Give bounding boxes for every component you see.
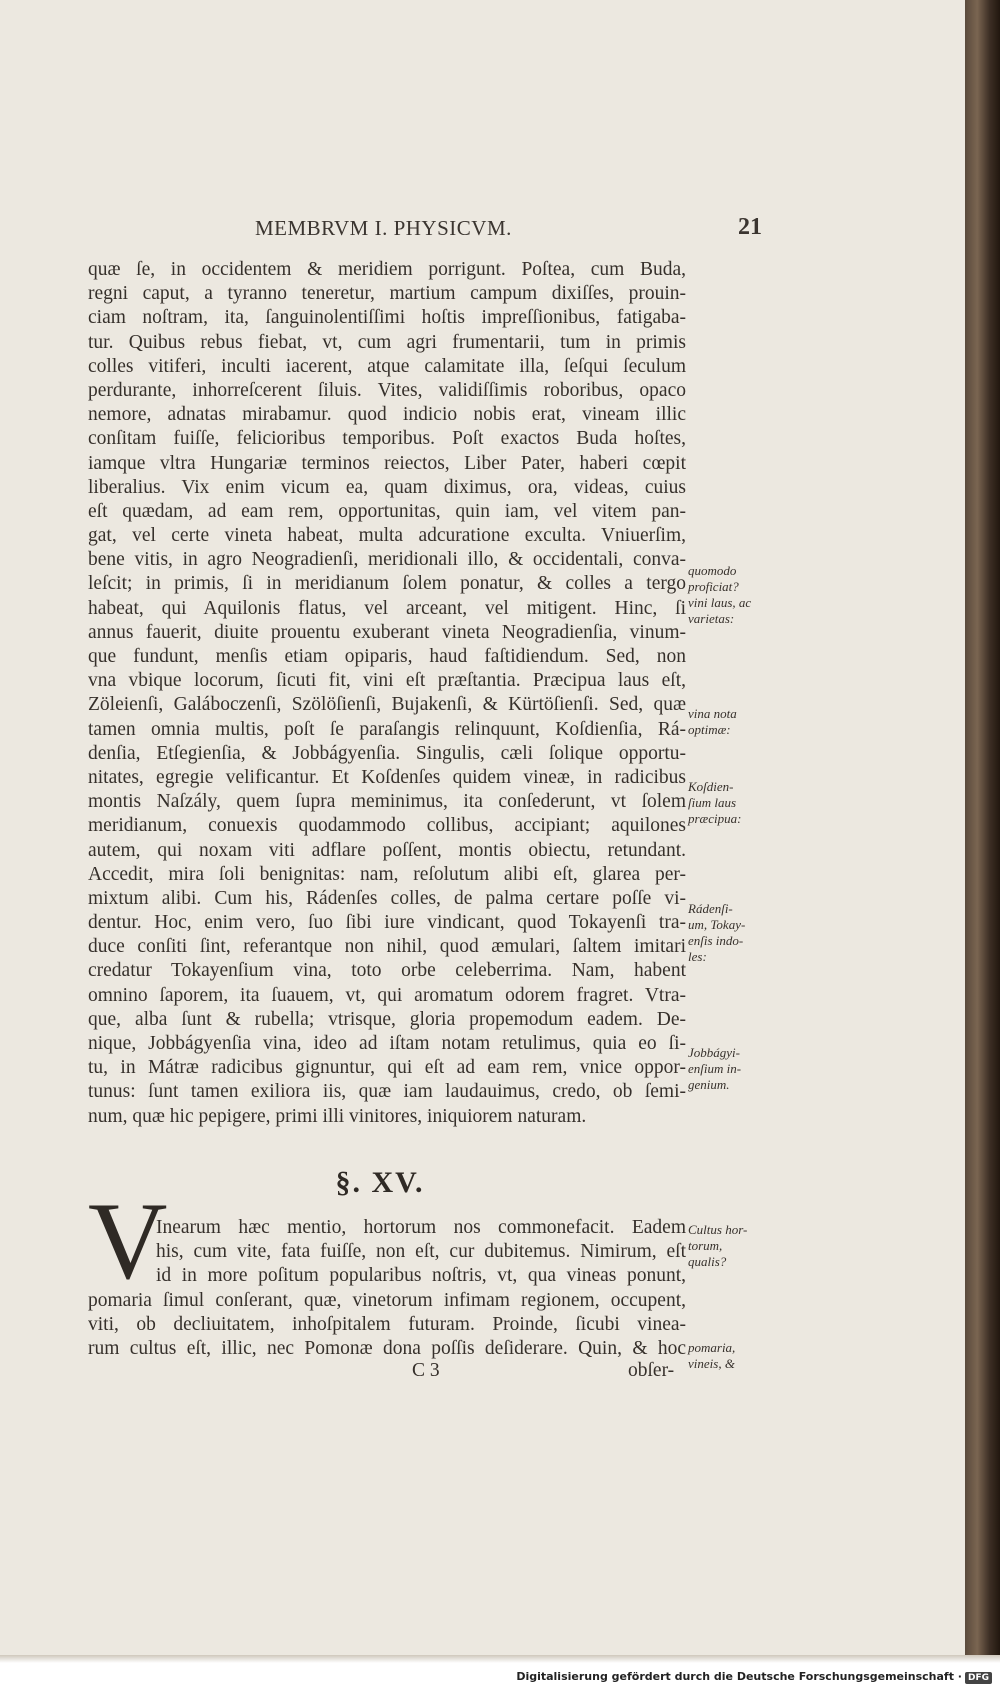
marginal-line: vini laus, ac xyxy=(688,595,752,610)
text-line: autem, qui noxam viti adflare poſſent, montis obiectu, retundant. xyxy=(88,839,686,861)
text-line: bene vitis, in agro Neogradienſi, meridionali illo, & occidentali, conva- xyxy=(88,549,686,571)
marginal-line: Jobbágyi- xyxy=(688,1045,740,1060)
section-text-block xyxy=(88,1216,686,1361)
marginal-line: um, Tokay- xyxy=(688,917,746,932)
marginal-line: ſium laus xyxy=(688,795,737,810)
text-line: credatur Tokayenſium vina, toto orbe celeberrima. Nam, habent xyxy=(88,960,686,982)
page-number: 21 xyxy=(738,214,762,240)
marginal-note xyxy=(688,901,768,965)
text-line: gat, vel certe vineta habeat, multa adcuratione exculta. Vniuerſim, xyxy=(88,525,686,547)
text-line: denſia, Etſegienſia, & Jobbágyenſia. Singulis, cæli ſolique opportu- xyxy=(88,742,686,764)
marginal-line: proficiat? xyxy=(688,579,739,594)
marginal-line: vineis, & xyxy=(688,1356,735,1371)
text-line: vna vbique locorum, ſicuti fit, vini eſt præſtantia. Præcipua laus eſt, xyxy=(88,670,686,692)
marginal-line: torum, xyxy=(688,1238,723,1253)
text-line: tur. Quibus rebus fiebat, vt, cum agri frumentarii, tum in primis xyxy=(88,331,686,353)
text-line: Zöleienſi, Galáboczenſi, Szölöſienſi, Bujakenſi, & Kürtöſienſi. Sed, quæ xyxy=(88,694,686,716)
text-line: regni caput, a tyranno teneretur, martium campum dixiſſes, prouin- xyxy=(88,283,686,305)
digitization-credit xyxy=(516,1670,992,1684)
credit-text: Digitalisierung gefördert durch die Deutsche Forschungsgemeinschaft · xyxy=(516,1670,962,1683)
marginal-line: Rádenſi- xyxy=(688,901,733,916)
marginal-line: præcipua: xyxy=(688,811,742,826)
drop-cap-initial: V xyxy=(88,1180,168,1302)
marginal-note xyxy=(688,1222,768,1270)
marginal-note xyxy=(688,563,768,627)
marginal-note xyxy=(688,1045,768,1093)
text-line: montis Naſzály, quem ſupra meminimus, ita conſederunt, vt ſolem xyxy=(88,791,686,813)
text-line: colles vitiferi, inculti iacerent, atque calamitate illa, ſeſqui ſeculum xyxy=(88,355,686,377)
text-line: annus fauerit, diuite prouentu exuberant vineta Neogradienſia, vinum- xyxy=(88,621,686,643)
section-heading: §. XV. xyxy=(335,1166,425,1199)
main-text-block xyxy=(88,258,686,1129)
text-line: his, cum vite, fata fuiſſe, non eſt, cur dubitemus. Nimirum, eſt xyxy=(156,1241,686,1263)
marginal-line: enſis indo- xyxy=(688,933,744,948)
marginal-line: vina nota xyxy=(688,706,737,721)
marginal-line: varietas: xyxy=(688,611,735,626)
text-line: duce conſiti ſint, referantque non nihil, quod æmulari, ſaltem imitari xyxy=(88,936,686,958)
text-line: mixtum alibi. Cum his, Rádenſes colles, de palma certare poſſe vi- xyxy=(88,887,686,909)
text-line: nitates, egregie velificantur. Et Koſdenſes quidem vineæ, in radicibus xyxy=(88,766,686,788)
marginal-line: quomodo xyxy=(688,563,737,578)
marginal-line: qualis? xyxy=(688,1254,727,1269)
text-line: conſitam fuiſſe, felicioribus temporibus. Poſt exactos Buda hoſtes, xyxy=(88,428,686,450)
text-line: leſcit; in primis, ſi in meridianum ſolem ponatur, & colles a tergo xyxy=(88,573,686,595)
marginal-line: Cultus hor- xyxy=(688,1222,748,1237)
running-title: MEMBRVM I. PHYSICVM. xyxy=(255,216,512,240)
page-bottom-edge xyxy=(0,1655,1000,1663)
catchword: obſer- xyxy=(628,1360,675,1381)
text-line: liberalius. Vix enim vicum ea, quam diximus, ora, videas, cuius xyxy=(88,476,686,498)
text-line: tu, in Mátræ radicibus gignuntur, qui eſt ad eam rem, vnice oppor- xyxy=(88,1057,686,1079)
text-line: viti, ob decliuitatem, inhoſpitalem futuram. Proinde, ſicubi vinea- xyxy=(88,1313,686,1335)
marginal-line: les: xyxy=(688,949,707,964)
signature-mark: C 3 xyxy=(412,1360,440,1381)
marginal-note xyxy=(688,779,768,827)
text-line: id in more poſitum popularibus noſtris, vt, qua vineas ponunt, xyxy=(156,1265,686,1287)
book-spine-edge xyxy=(965,0,1000,1660)
text-line: nique, Jobbágyenſia vina, ideo ad iſtam notam retulimus, quia eo ſi- xyxy=(88,1033,686,1054)
text-line: num, quæ hic pepigere, primi illi vinitores, iniquiorem naturam. xyxy=(88,1105,587,1127)
text-line: eſt quædam, ad eam rem, opportunitas, quin iam, vel vitem pan- xyxy=(88,500,686,522)
text-line: quæ ſe, in occidentem & meridiem porrigunt. Poſtea, cum Buda, xyxy=(88,259,686,280)
text-line: Inearum hæc mentio, hortorum nos commonefacit. Eadem xyxy=(156,1217,686,1238)
text-line: que fundunt, menſis etiam opiparis, haud faſtidiendum. Sed, non xyxy=(88,646,686,667)
dfg-logo-badge: DFG xyxy=(965,1672,992,1684)
text-line: tunus: ſunt tamen exiliora iis, quæ iam laudauimus, credo, ob ſemi- xyxy=(88,1081,686,1103)
text-line: ciam noſtram, ita, ſanguinolentiſſimi hoſtis impreſſionibus, fatigaba- xyxy=(88,307,686,329)
text-line: habeat, qui Aquilonis flatus, vel arceant, vel mitigent. Hinc, ſi xyxy=(88,597,686,619)
marginal-line: Koſdien- xyxy=(688,779,734,794)
text-line: tamen omnia multis, poſt ſe paraſangis relinquunt, Koſdienſia, Rá- xyxy=(88,718,686,740)
marginal-note xyxy=(688,1340,768,1372)
text-line: nemore, adnatas mirabamur. quod indicio nobis erat, vineam illic xyxy=(88,404,686,426)
text-line: omnino ſaporem, ita ſuauem, vt, qui aromatum odorem fragret. Vtra- xyxy=(88,984,686,1006)
text-line: perdurante, inhorreſcerent ſiluis. Vites, validiſſimis roboribus, opaco xyxy=(88,379,686,401)
text-line: dentur. Hoc, enim vero, ſuo ſibi iure vindicant, quod Tokayenſi tra- xyxy=(88,912,686,934)
text-line: pomaria ſimul conſerant, quæ, vinetorum infimam regionem, occupent, xyxy=(88,1289,686,1311)
text-line: Accedit, mira ſoli benignitas: nam, reſolutum alibi eſt, glarea per- xyxy=(88,863,686,885)
text-line: meridianum, conuexis quodammodo collibus, accipiant; aquilones xyxy=(88,815,686,837)
marginal-line: pomaria, xyxy=(688,1340,736,1355)
marginal-note xyxy=(688,706,768,738)
text-line: que, alba ſunt & rubella; vtrisque, gloria propemodum eadem. De- xyxy=(88,1008,686,1030)
text-line: iamque vltra Hungariæ terminos reiectos, Liber Pater, haberi cœpit xyxy=(88,452,686,474)
marginal-line: genium. xyxy=(688,1077,730,1092)
text-line: rum cultus eſt, illic, nec Pomonæ dona poſſis deſiderare. Quin, & hoc xyxy=(88,1337,686,1359)
page-header xyxy=(0,216,965,246)
marginal-line: optimæ: xyxy=(688,722,731,737)
marginal-line: enſium in- xyxy=(688,1061,742,1076)
